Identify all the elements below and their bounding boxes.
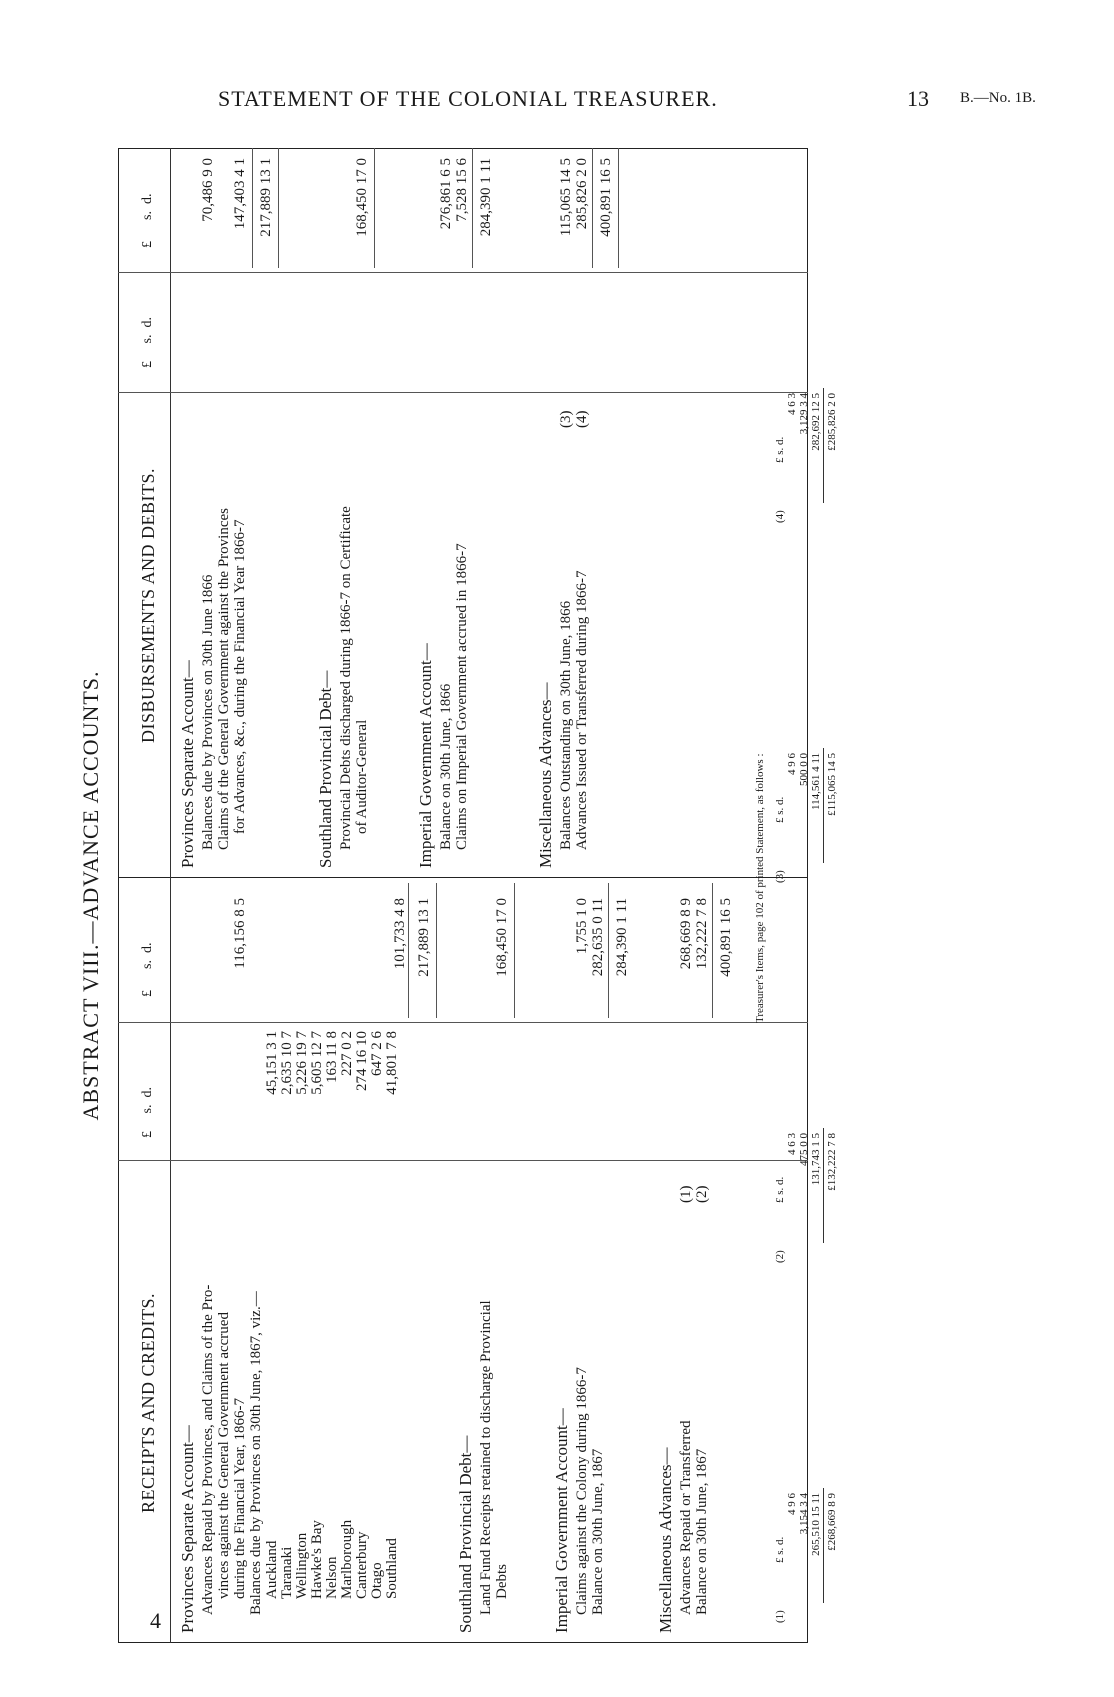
province-name: Otago xyxy=(369,1562,385,1599)
disbursements-heading: DISBURSEMENTS AND DEBITS. xyxy=(138,467,158,743)
total-rule xyxy=(618,148,619,268)
total-rule xyxy=(608,883,609,1018)
receipts-misc-heading: Miscellaneous Advances— xyxy=(656,1447,675,1633)
province-balance-amount: 41,801 7 8 xyxy=(384,1031,400,1095)
footnote-line: 4 9 6 xyxy=(786,753,798,775)
province-name: Canterbury xyxy=(354,1531,370,1599)
province-balance-amount: 274 16 10 xyxy=(354,1031,370,1091)
receipts-misc-amount: 268,669 8 9 xyxy=(678,898,694,970)
disb-southland-line: of Auditor-General xyxy=(354,719,370,834)
receipts-heading: RECEIPTS AND CREDITS. xyxy=(138,1292,158,1513)
disb-provinces-line: Claims of the General Government against the Provinces xyxy=(216,508,232,850)
province-balance-amount: 5,226 19 7 xyxy=(294,1031,310,1095)
column-rule xyxy=(118,1160,808,1161)
advance-accounts-table xyxy=(78,148,838,1643)
disb-imperial-amount: 276,861 6 5 xyxy=(438,158,454,230)
currency-header: £ s. d. xyxy=(140,317,155,368)
disb-misc-amount: 115,065 14 5 xyxy=(558,158,574,237)
province-name: Auckland xyxy=(264,1540,280,1599)
disb-provinces-total: 217,889 13 1 xyxy=(258,158,274,237)
total-rule xyxy=(374,148,375,268)
left-page-number: 4 xyxy=(150,1608,161,1633)
footnote-rule xyxy=(823,748,824,863)
receipts-disbursements-divider xyxy=(118,877,808,878)
province-balance-amount: 163 11 8 xyxy=(324,1031,340,1083)
receipts-imperial-amount: 282,635 0 11 xyxy=(590,898,606,977)
disb-provinces-line: Balances due by Provinces on 30th June 1866 xyxy=(200,574,216,850)
receipts-imperial-line: Claims against the Colony during 1866-7 xyxy=(574,1367,590,1615)
disb-southland-total: 168,450 17 0 xyxy=(354,158,370,237)
footnote-line: 475 0 0 xyxy=(798,1133,810,1166)
footnote-currency-header: £ s. d. xyxy=(774,436,786,463)
receipts-provinces-line: Advances Repaid by Provinces, and Claims of the Pro- xyxy=(200,1284,216,1615)
currency-header: £ s. d. xyxy=(140,942,155,997)
receipts-misc-total: 400,891 16 5 xyxy=(718,898,734,977)
footnote-ref: (1) xyxy=(678,1185,694,1203)
province-name: Marlborough xyxy=(339,1519,355,1599)
header-rule xyxy=(170,148,171,1643)
receipts-southland-line: Land Fund Receipts retained to discharge Provincial xyxy=(478,1300,494,1615)
receipts-southland-total: 168,450 17 0 xyxy=(494,898,510,977)
footnote-rule xyxy=(823,1488,824,1603)
disb-misc-line: Advances Issued or Transferred during 1866-7 xyxy=(574,570,590,850)
footnote-label: (4) xyxy=(774,510,786,523)
footnote-rule xyxy=(823,388,824,503)
footnote-line: 282,692 12 5 xyxy=(810,393,822,451)
footnote-ref: (3) xyxy=(558,410,574,428)
footnote-currency-header: £ s. d. xyxy=(774,1176,786,1203)
column-rule xyxy=(118,392,808,393)
province-balance-amount: 2,635 10 7 xyxy=(279,1031,295,1095)
disb-southland-heading: Southland Provincial Debt— xyxy=(316,670,335,868)
receipts-imperial-total: 284,390 1 11 xyxy=(614,898,630,977)
footnote-line: 3,129 3 4 xyxy=(798,393,810,435)
province-balance-amount: 647 2 6 xyxy=(369,1031,385,1076)
receipts-southland-heading: Southland Provincial Debt— xyxy=(456,1435,475,1633)
page-number: 13 xyxy=(907,86,929,111)
disb-misc-amount: 285,826 2 0 xyxy=(574,158,590,230)
total-rule xyxy=(514,883,515,1018)
footnote-line: 500 0 0 xyxy=(798,753,810,786)
receipts-provinces-heading: Provinces Separate Account— xyxy=(178,1425,197,1633)
disb-misc-total: 400,891 16 5 xyxy=(598,158,614,237)
disb-imperial-total: 284,390 1 11 xyxy=(478,158,494,237)
receipts-misc-amount: 132,222 7 8 xyxy=(694,898,710,970)
footnote-line: 114,561 4 11 xyxy=(810,753,822,810)
receipts-provinces-line: Balances due by Provinces on 30th June, 1867, viz.— xyxy=(248,1291,264,1615)
page-header xyxy=(0,78,1114,118)
disb-southland-line: Provincial Debts discharged during 1866-7 on Certificate xyxy=(338,506,354,850)
footnote-line: 4 6 3 xyxy=(786,1133,798,1155)
receipts-provinces-total: 217,889 13 1 xyxy=(416,898,432,977)
disb-misc-heading: Miscellaneous Advances— xyxy=(536,682,555,868)
abstract-title: ABSTRACT VIII.—ADVANCE ACCOUNTS. xyxy=(78,670,103,1121)
footnote-label: (3) xyxy=(774,870,786,883)
total-rule xyxy=(436,883,437,1018)
disb-misc-line: Balances Outstanding on 30th June, 1866 xyxy=(558,600,574,850)
footnote-line: 265,510 15 11 xyxy=(810,1493,822,1556)
footnote-line: 3,154 3 4 xyxy=(798,1493,810,1535)
disb-imperial-line: Balance on 30th June, 1866 xyxy=(438,683,454,850)
footnote-currency-header: £ s. d. xyxy=(774,796,786,823)
receipts-misc-line: Balance on 30th June, 1867 xyxy=(694,1448,710,1615)
total-rule xyxy=(278,148,279,268)
receipts-imperial-heading: Imperial Government Account— xyxy=(552,1408,571,1633)
column-rule xyxy=(118,1022,808,1023)
total-rule xyxy=(252,148,253,268)
currency-header: £ s. d. xyxy=(140,193,155,248)
footnote-label: (1) xyxy=(774,1610,786,1623)
disb-provinces-amount: 70,486 9 0 xyxy=(200,158,216,222)
footnote-ref: (4) xyxy=(574,410,590,428)
receipts-imperial-amount: 1,755 1 0 xyxy=(574,898,590,955)
total-rule xyxy=(592,148,593,268)
footnote-total: £115,065 14 5 xyxy=(826,753,838,816)
receipts-provinces-line: vinces against the General Government accrued xyxy=(216,1312,232,1599)
total-rule xyxy=(472,148,473,268)
footnote-ref: (2) xyxy=(694,1185,710,1203)
total-rule xyxy=(408,883,409,1018)
disb-imperial-amount: 7,528 15 6 xyxy=(454,158,470,222)
footnote-line: 4 9 6 xyxy=(786,1493,798,1515)
disb-imperial-line: Claims on Imperial Government accrued in 1866-7 xyxy=(454,543,470,850)
province-name: Nelson xyxy=(324,1556,340,1599)
disb-provinces-heading: Provinces Separate Account— xyxy=(178,660,197,868)
province-name: Hawke's Bay xyxy=(309,1520,325,1599)
footnote-line: 4 6 3 xyxy=(786,393,798,415)
advances-repaid-amount: 116,156 8 5 xyxy=(232,898,248,969)
total-rule xyxy=(712,883,713,1018)
receipts-misc-line: Advances Repaid or Transferred xyxy=(678,1420,694,1615)
column-rule xyxy=(118,272,808,273)
disb-imperial-heading: Imperial Government Account— xyxy=(416,643,435,868)
province-name: Taranaki xyxy=(279,1546,295,1599)
footnote-total: £268,669 8 9 xyxy=(826,1493,838,1551)
province-balance-amount: 5,605 12 7 xyxy=(309,1031,325,1095)
receipts-provinces-line: during the Financial Year, 1866-7 xyxy=(232,1397,248,1599)
province-balance-amount: 45,151 3 1 xyxy=(264,1031,280,1095)
currency-header: £ s. d. xyxy=(140,1087,155,1138)
page-title: STATEMENT OF THE COLONIAL TREASURER. xyxy=(218,86,718,111)
disb-provinces-amount: 147,403 4 1 xyxy=(232,158,248,230)
footnote-label: (2) xyxy=(774,1250,786,1263)
province-name: Wellington xyxy=(294,1532,310,1599)
balances-due-amount: 101,733 4 8 xyxy=(392,898,408,970)
document-reference: B.—No. 1B. xyxy=(960,90,1036,106)
footnote-rule xyxy=(823,1128,824,1243)
disb-provinces-line: for Advances, &c., during the Financial Year 1866-7 xyxy=(232,519,248,834)
footnote-line: 131,743 1 5 xyxy=(810,1133,822,1186)
receipts-southland-line: Debts xyxy=(494,1564,510,1599)
footnote-caption: Treasurer's Items, page 102 of printed Statement, as follows : xyxy=(754,753,766,1023)
footnote-total: £285,826 2 0 xyxy=(826,393,838,451)
footnote-currency-header: £ s. d. xyxy=(774,1536,786,1563)
footnote-total: £132,222 7 8 xyxy=(826,1133,838,1191)
province-name: Southland xyxy=(384,1538,400,1599)
province-balance-amount: 227 0 2 xyxy=(339,1031,355,1076)
receipts-imperial-line: Balance on 30th June, 1867 xyxy=(590,1448,606,1615)
